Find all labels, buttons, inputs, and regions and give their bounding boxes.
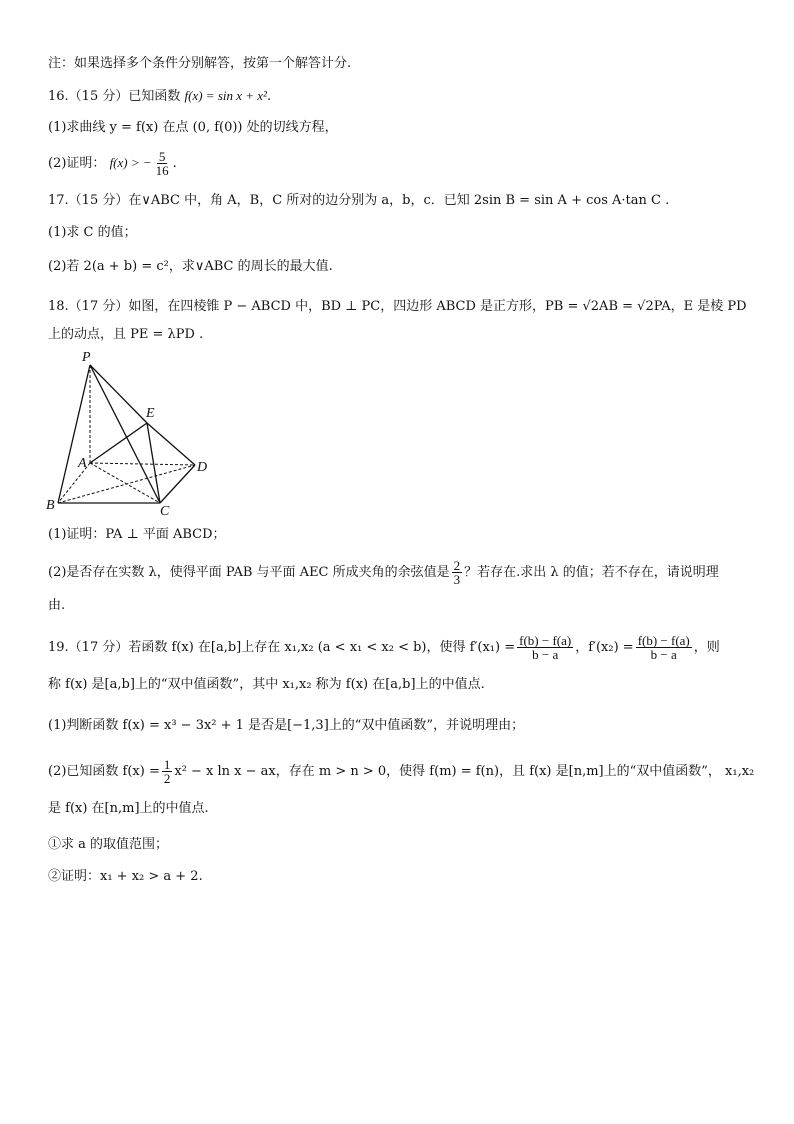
q19-head-a: 19.（17 分）若函数 f(x) 在[a,b]上存在 x₁,x₂ (a < x₁ < x₂ < b)，使得 f′(x₁) = bbox=[48, 640, 516, 655]
q19-part2-a: (2)已知函数 f(x) = bbox=[48, 764, 160, 779]
q19-half-num: 1 bbox=[163, 757, 171, 772]
label-b: B bbox=[46, 498, 55, 513]
q16-function: f(x) = sin x + x² bbox=[184, 88, 267, 103]
q18-fraction-num: 2 bbox=[453, 558, 461, 573]
note-line: 注：如果选择多个条件分别解答，按第一个解答计分. bbox=[48, 56, 352, 71]
q18-part2 bbox=[48, 559, 719, 586]
q16-fraction bbox=[154, 150, 171, 177]
q19-part1: (1)判断函数 f(x) = x³ − 3x² + 1 是否是[−1,3]上的“双中值函数”，并说明理由； bbox=[48, 718, 525, 733]
q18-part2-a: (2)是否存在实数 λ，使得平面 PAB 与平面 AEC 所成夹角的余弦值是 bbox=[48, 565, 450, 580]
q19-head2: 称 f(x) 是[a,b]上的“双中值函数”，其中 x₁,x₂ 称为 f(x) 在[a,b]上的中值点. bbox=[48, 677, 485, 692]
label-p: P bbox=[82, 350, 91, 365]
edge-ed bbox=[147, 423, 195, 465]
q19-part2-cont: 是 f(x) 在[n,m]上的中值点. bbox=[48, 801, 209, 816]
q19-fraction-1 bbox=[517, 634, 573, 661]
q19-half-den: 2 bbox=[163, 771, 171, 786]
edge-pc bbox=[90, 365, 160, 503]
pyramid-figure bbox=[40, 345, 220, 515]
q16-part2-prefix: (2)证明： bbox=[48, 156, 106, 171]
q19-head-b: ，f′(x₂) = bbox=[575, 640, 634, 655]
q17-part1: (1)求 C 的值； bbox=[48, 225, 137, 240]
q18-fraction-den: 3 bbox=[453, 572, 461, 587]
q17-head: 17.（15 分）在∨ABC 中，角 A，B，C 所对的边分别为 a，b，c．已知 2sin B = sin A + cos A·tan C . bbox=[48, 193, 670, 208]
q19-frac2-den: b − a bbox=[650, 647, 677, 662]
q18-fraction bbox=[452, 559, 463, 586]
q19-sub2: ②证明：x₁ + x₂ > a + 2. bbox=[48, 869, 203, 884]
q19-frac2-num: f(b) − f(a) bbox=[637, 633, 690, 648]
q16-head: 16.（15 分）已知函数 f(x) = sin x + x². bbox=[48, 88, 272, 104]
q16-part2: (2)证明： f(x) > − $\frac{5}{16}$ . bbox=[48, 149, 177, 178]
label-e: E bbox=[146, 406, 155, 421]
q18-head: 18.（17 分）如图，在四棱锥 P − ABCD 中，BD ⊥ PC，四边形 ABCD 是正方形，PB = √2AB = √2PA，E 是棱 PD bbox=[48, 299, 747, 314]
q19-head-c: ，则 bbox=[693, 640, 720, 655]
q18-part1: (1)证明：PA ⊥ 平面 ABCD； bbox=[48, 527, 226, 542]
q19-part2 bbox=[48, 758, 754, 785]
edge-ae bbox=[90, 423, 147, 463]
q19-fraction-2 bbox=[636, 634, 692, 661]
q19-part2-b: x² − x ln x − ax，存在 m > n > 0，使得 f(m) = f(n)，且 f(x) 是[n,m]上的“双中值函数”， x₁,x₂ bbox=[174, 764, 755, 779]
edge-pe bbox=[90, 365, 147, 423]
edge-cd bbox=[160, 465, 195, 503]
q18-head2: 上的动点，且 PE = λPD . bbox=[48, 327, 204, 342]
q19-half bbox=[162, 758, 173, 785]
q16-part2-expr: f(x) > − bbox=[109, 155, 152, 170]
q17-part2: (2)若 2(a + b) = c²，求∨ABC 的周长的最大值. bbox=[48, 259, 333, 274]
edge-ad bbox=[90, 463, 195, 465]
label-c: C bbox=[160, 504, 170, 515]
label-d: D bbox=[197, 460, 208, 475]
q19-frac1-num: f(b) − f(a) bbox=[519, 633, 572, 648]
q16-part1: (1)求曲线 y = f(x) 在点 (0, f(0)) 处的切线方程， bbox=[48, 120, 338, 135]
q19-frac1-den: b − a bbox=[532, 647, 559, 662]
label-a: A bbox=[78, 456, 87, 471]
q19-sub1: ①求 a 的取值范围； bbox=[48, 837, 169, 852]
q16-head-text: 16.（15 分）已知函数 bbox=[48, 89, 181, 104]
q19-head bbox=[48, 634, 720, 661]
q18-part2-cont: 由. bbox=[48, 598, 66, 613]
q16-fraction-num: 5 bbox=[158, 149, 166, 164]
q18-part2-b: ？若存在.求出 λ 的值；若不存在，请说明理 bbox=[464, 565, 719, 580]
q16-fraction-den: 16 bbox=[155, 163, 169, 178]
